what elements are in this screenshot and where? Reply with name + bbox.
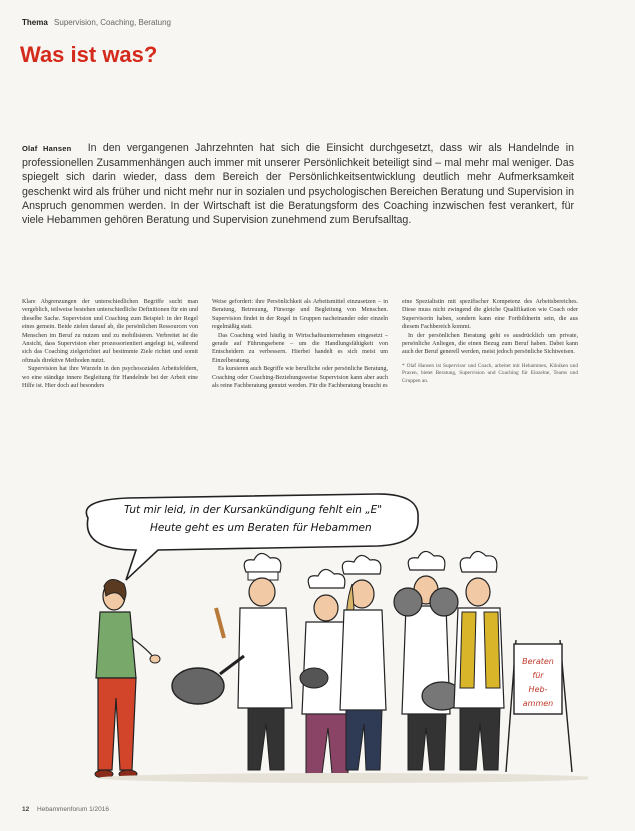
article-title: Was ist was?: [20, 42, 158, 67]
easel-sign: [506, 640, 572, 772]
section-topics: Supervision, Coaching, Beratung: [54, 18, 171, 27]
page-number: 12: [22, 806, 30, 813]
body-column-3: [402, 298, 578, 480]
body-column-2: [212, 298, 388, 480]
body-column-1: [22, 298, 198, 480]
section-label: Thema: [22, 18, 48, 27]
speech-line-1: Tut mir leid, in der Kursankündigung fehlt ein „E": [124, 504, 383, 516]
paragraph: Weise gefordert: ihre Persönlichkeit als Arbeitsmittel einzusetzen – in Beratung, Betreuung, Fürsorge und Begleitung von Menschen. Supervision findet in der Regel in Gruppen nacheinander oder einzeln regelmäßig statt.: [212, 299, 388, 331]
body-columns: [22, 298, 582, 480]
chef-figure-3: [340, 555, 386, 770]
author-name: Olaf Hansen: [22, 144, 72, 153]
lead-text: In den vergangenen Jahrzehnten hat sich die Einsicht durchgesetzt, dass wir als Handelnde in professionellen Zusammenhängen auch immer mit unserer Persönlichkeit beteiligt sind – mal mehr mal weniger. Das spiegelt sich darin wieder, dass dem Bereich der Persönlichkeitsentwicklung deutlich mehr Aufmerksamkeit geschenkt wird als früher und nicht mehr nur in sozialen und psychologischen Bereichen Beratung und Supervision in Anspruch genommen werden. In der Wirtschaft ist die Beratungsform des Coaching inzwischen fest verankert, für viele Hebammen gehören Beratung und Supervision zunehmend zum Berufsalltag.: [22, 142, 574, 227]
chef-figure-4: [394, 551, 462, 770]
svg-text:Heb-: Heb-: [528, 685, 548, 694]
page-footer: [22, 806, 109, 813]
paragraph: Klare Abgrenzungen der unterschiedlichen Begriffe sucht man vergeblich, teilweise bestehen unterschiedliche Definitionen für ein und dieselbe Sache. Supervision und Coaching zum Beispiel: in der Regel eines gemein. Beide zielen darauf ab, die persönlichen Ressourcen von Menschen im Beruf zu nutzen und zu mobilisieren. Verbreitet ist die Ansicht, dass Supervision eher prozessorientiert angelegt ist, während sich das Coaching zielgerichtet auf bestimmte Ziele richtet und somit oftmals direktive Methoden nutzt.: [22, 299, 198, 364]
author-footnote: * Olaf Hansen ist Supervisor und Coach, arbeitet mit Hebammen, Kliniken und Praxen, bietet Beratung, Supervision und Coaching für Einzelne, Teams und Gruppen an.: [402, 362, 578, 385]
svg-text:ammen: ammen: [522, 699, 554, 708]
section-header: [22, 18, 171, 27]
chef-figure-1: [172, 553, 292, 770]
paragraph: eine Spezialistin mit spezifischer Kompetenz des Arbeitsbereiches. Diese muss nicht zwingend die gleiche Qualifikation wie Coach oder Supervisorin haben, sondern kann eine Fortbildnerin sein, die aus diesem Fachbereich kommt.: [402, 299, 578, 331]
paragraph: Es kursieren auch Begriffe wie berufliche oder persönliche Beratung, Coaching oder Coaching-Beziehungsweise Supervision kann aber auch als reine Fachberatung genutzt werden. Für die Fachberatung braucht es: [212, 366, 388, 390]
svg-text:für: für: [532, 671, 544, 680]
publication-name: Hebammenforum 1/2016: [37, 806, 109, 813]
paragraph: In der persönlichen Beratung geht es ausdrücklich um private, persönliche Anliegen, die einen Bezug zum Beruf haben. Dabei kann auch der Beruf generell werden, meist jedoch persönliche Sichtweisen.: [402, 332, 578, 356]
article-lead: [22, 141, 574, 227]
woman-figure: [95, 579, 160, 778]
paragraph: Supervision hat ihre Wurzeln in den psychosozialen Arbeitsfeldern, wo eine ständige innere Begleitung für Handelnde bei der Arbeit eine Hilfe ist. Hier doch auf besonders: [22, 366, 198, 390]
speech-line-2: Heute geht es um Beraten für Hebammen: [150, 522, 372, 534]
svg-text:Beraten: Beraten: [522, 657, 554, 666]
cartoon-illustration: [48, 488, 588, 788]
paragraph: Das Coaching wird häufig in Wirtschaftsunternehmen eingesetzt – gerade auf Führungsebene – um die Handlungsfähigkeit von Entscheidern zu verbessern. Hierbei handelt es sich meist um Einzelberatung.: [212, 332, 388, 364]
